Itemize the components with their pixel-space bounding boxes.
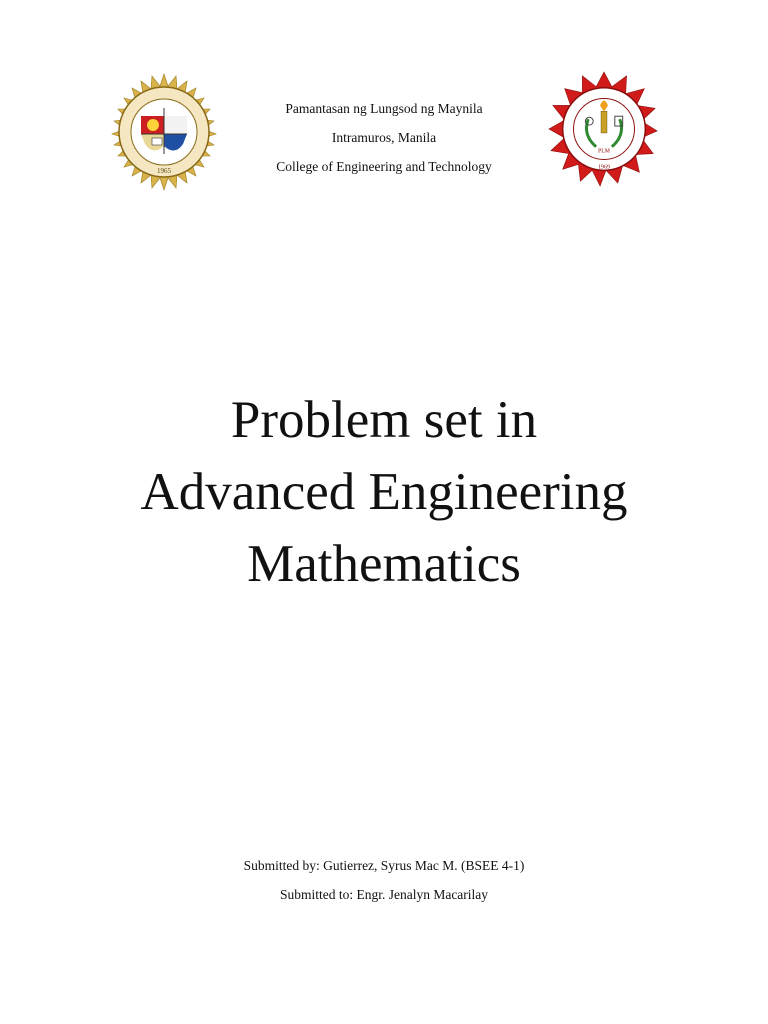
submitted-by: Submitted by: Gutierrez, Syrus Mac M. (BSEE 4-1): [243, 858, 525, 873]
institution-header: [224, 94, 544, 181]
university-location: Intramuros, Manila: [331, 130, 437, 145]
submission-info: [0, 851, 768, 909]
seal-monogram: PLM: [597, 148, 611, 155]
college-name: College of Engineering and Technology: [276, 159, 492, 174]
title-line-2: Advanced Engineering: [140, 463, 628, 521]
seal-year: 1965: [157, 167, 171, 175]
university-name: Pamantasan ng Lungsod ng Maynila: [285, 101, 483, 116]
title-line-1: Problem set in: [230, 391, 538, 449]
submitted-to: Submitted to: Engr. Jenalyn Macarilay: [279, 887, 489, 902]
university-seal-logo: [104, 72, 224, 192]
title-line-3: Mathematics: [247, 535, 521, 593]
seal-year: 1969: [598, 164, 610, 171]
document-title: [0, 384, 768, 600]
college-seal-logo: [545, 70, 663, 188]
